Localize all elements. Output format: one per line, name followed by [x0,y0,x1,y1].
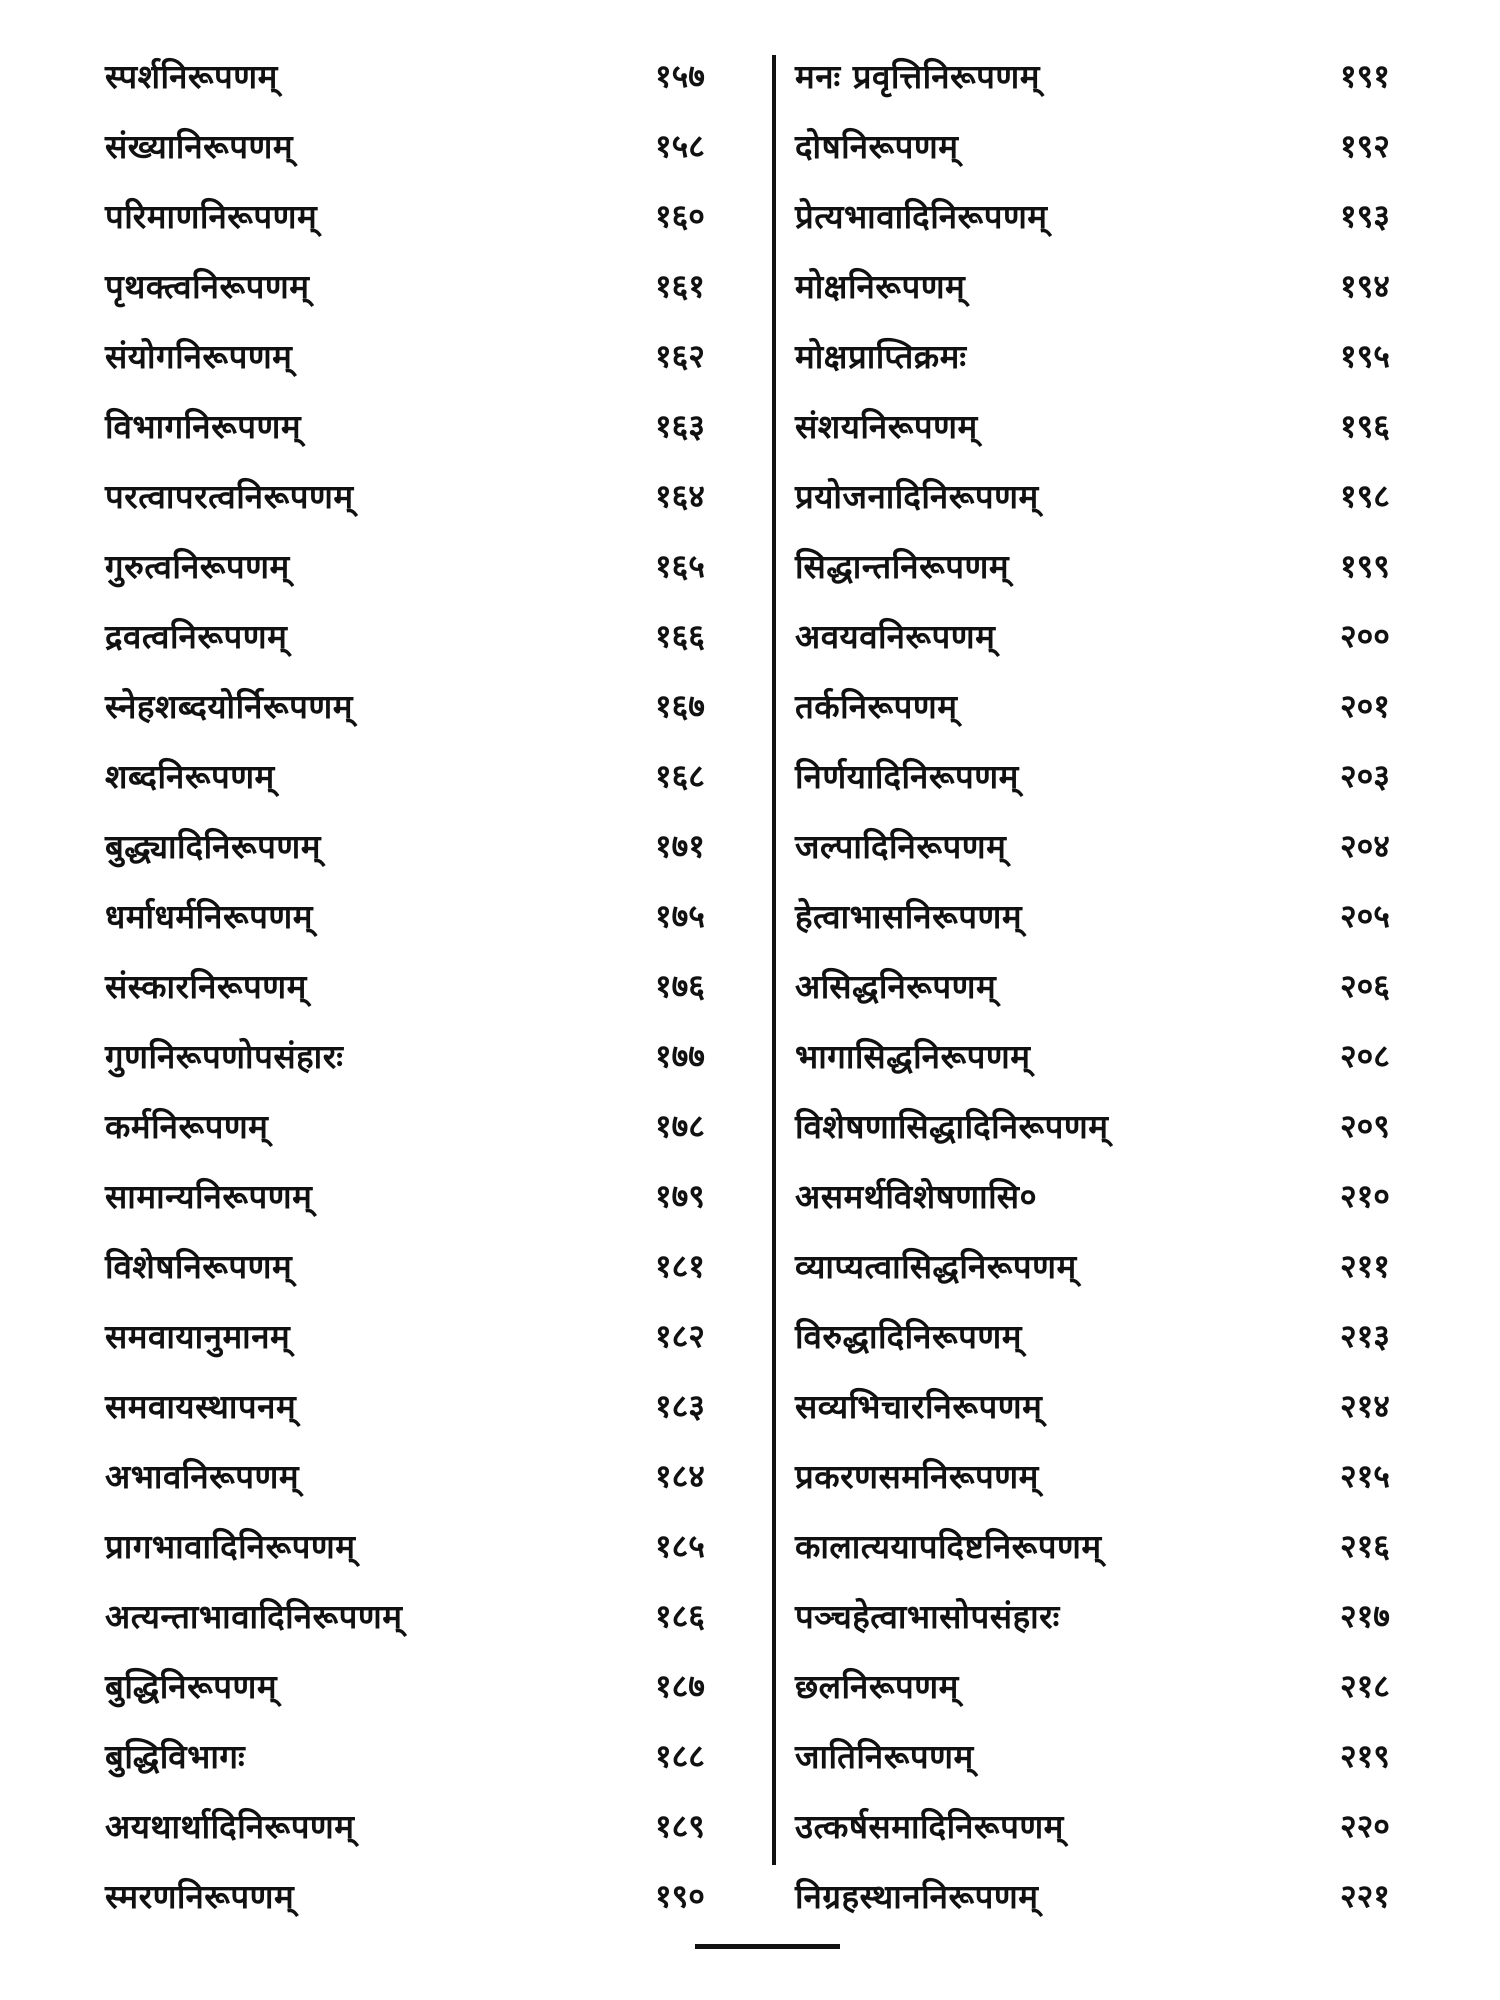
contents-entry [105,810,745,880]
entry-title: निर्णयादिनिरूपणम् [795,756,1019,796]
entry-title: उत्कर्षसमादिनिरूपणम् [795,1806,1064,1846]
contents-entry [105,460,745,530]
entry-title: स्मरणनिरूपणम् [105,1876,295,1916]
contents-entry [795,810,1435,880]
entry-title: धर्माधर्मनिरूपणम् [105,896,313,936]
contents-entry [105,1090,745,1160]
entry-page-number: २२० [1340,1806,1390,1845]
contents-entry [795,1370,1435,1440]
contents-entry [795,110,1435,180]
entry-page-number: १७७ [655,1036,705,1075]
entry-page-number: १८५ [655,1526,705,1565]
contents-entry [105,880,745,950]
entry-page-number: १८१ [655,1246,705,1285]
entry-page-number: १९६ [1340,406,1390,445]
contents-entry [795,1720,1435,1790]
entry-title: जल्पादिनिरूपणम् [795,826,1007,866]
contents-entry [105,740,745,810]
entry-page-number: १८९ [655,1806,705,1845]
entry-title: कर्मनिरूपणम् [105,1106,269,1146]
entry-page-number: १८४ [655,1456,705,1495]
contents-entry [795,1020,1435,1090]
entry-title: अवयवनिरूपणम् [795,616,996,656]
contents-entry [105,1230,745,1300]
entry-title: द्रवत्वनिरूपणम् [105,616,288,656]
contents-entry [105,670,745,740]
contents-entry [795,1650,1435,1720]
contents-entry [795,880,1435,950]
entry-page-number: २०४ [1340,826,1390,865]
entry-title: प्रेत्यभावादिनिरूपणम् [795,196,1048,236]
entry-title: व्याप्यत्वासिद्धनिरूपणम् [795,1246,1077,1286]
contents-entry [795,600,1435,670]
contents-left-column [105,40,745,1930]
contents-entry [795,740,1435,810]
contents-entry [795,670,1435,740]
entry-page-number: १६७ [655,686,705,725]
entry-page-number: १७५ [655,896,705,935]
entry-page-number: १९९ [1340,546,1390,585]
entry-page-number: १६१ [655,266,705,305]
entry-page-number: २०३ [1340,756,1390,795]
contents-entry [795,1510,1435,1580]
contents-entry [105,110,745,180]
entry-page-number: २१४ [1340,1386,1390,1425]
entry-title: निग्रहस्थाननिरूपणम् [795,1876,1039,1916]
entry-title: अयथार्थादिनिरूपणम् [105,1806,355,1846]
contents-entry [795,390,1435,460]
entry-page-number: १९४ [1340,266,1390,305]
entry-title: सव्यभिचारनिरूपणम् [795,1386,1043,1426]
entry-title: संख्यानिरूपणम् [105,126,294,166]
entry-title: शब्दनिरूपणम् [105,756,275,796]
entry-title: समवायस्थापनम् [105,1386,297,1426]
entry-title: मनः प्रवृत्तिनिरूपणम् [795,56,1041,96]
entry-page-number: १६२ [655,336,705,375]
entry-title: परत्वापरत्वनिरूपणम् [105,476,354,516]
entry-title: विशेषनिरूपणम् [105,1246,293,1286]
contents-entry [795,1580,1435,1650]
contents-entry [105,390,745,460]
entry-title: बुद्धिनिरूपणम् [105,1666,278,1706]
entry-title: विशेषणासिद्धादिनिरूपणम् [795,1106,1109,1146]
contents-entry [105,600,745,670]
entry-title: बुद्धिविभागः [105,1736,246,1776]
entry-page-number: १९१ [1340,56,1390,95]
entry-title: प्रकरणसमनिरूपणम् [795,1456,1039,1496]
contents-entry [105,1790,745,1860]
entry-page-number: २१३ [1340,1316,1390,1355]
entry-page-number: १८२ [655,1316,705,1355]
entry-page-number: १९२ [1340,126,1390,165]
entry-title: अत्यन्ताभावादिनिरूपणम् [105,1596,403,1636]
entry-page-number: २०८ [1340,1036,1390,1075]
entry-page-number: २०९ [1340,1106,1390,1145]
entry-title: अभावनिरूपणम् [105,1456,300,1496]
entry-page-number: २०६ [1340,966,1390,1005]
entry-page-number: २१६ [1340,1526,1390,1565]
entry-page-number: २१५ [1340,1456,1390,1495]
entry-title: सिद्धान्तनिरूपणम् [795,546,1010,586]
entry-page-number: १८६ [655,1596,705,1635]
contents-entry [105,1300,745,1370]
entry-page-number: २१० [1340,1176,1390,1215]
contents-entry [795,1230,1435,1300]
entry-page-number: १७८ [655,1106,705,1145]
entry-title: पृथक्त्वनिरूपणम् [105,266,310,306]
entry-title: कालात्ययापदिष्टनिरूपणम् [795,1526,1102,1566]
entry-title: तर्कनिरूपणम् [795,686,958,726]
contents-entry [105,1650,745,1720]
contents-entry [795,1160,1435,1230]
entry-title: स्पर्शनिरूपणम् [105,56,278,96]
entry-page-number: २१९ [1340,1736,1390,1775]
entry-page-number: १५७ [655,56,705,95]
column-divider [772,55,776,1865]
contents-entry [795,950,1435,1020]
entry-title: भागासिद्धनिरूपणम् [795,1036,1031,1076]
entry-title: पञ्चहेत्वाभासोपसंहारः [795,1596,1060,1636]
end-rule [695,1944,840,1949]
entry-page-number: १७६ [655,966,705,1005]
entry-title: विरुद्धादिनिरूपणम् [795,1316,1022,1356]
contents-entry [795,460,1435,530]
contents-entry [105,250,745,320]
contents-entry [105,1020,745,1090]
entry-title: हेत्वाभासनिरूपणम् [795,896,1023,936]
contents-entry [795,180,1435,250]
entry-page-number: २०१ [1340,686,1390,725]
entry-page-number: १८३ [655,1386,705,1425]
entry-title: गुरुत्वनिरूपणम् [105,546,290,586]
entry-title: असमर्थविशेषणासि० [795,1176,1038,1216]
entry-page-number: २१८ [1340,1666,1390,1705]
entry-page-number: १८८ [655,1736,705,1775]
entry-title: जातिनिरूपणम् [795,1736,974,1776]
entry-page-number: १९० [655,1876,705,1915]
entry-page-number: १९३ [1340,196,1390,235]
entry-page-number: १६६ [655,616,705,655]
contents-entry [795,1440,1435,1510]
entry-title: बुद्ध्यादिनिरूपणम् [105,826,321,866]
contents-entry [795,40,1435,110]
contents-entry [105,950,745,1020]
entry-page-number: २२१ [1340,1876,1390,1915]
entry-title: संशयनिरूपणम् [795,406,978,446]
entry-title: मोक्षप्राप्तिक्रमः [795,336,967,376]
contents-entry [795,1090,1435,1160]
entry-page-number: १८७ [655,1666,705,1705]
entry-title: मोक्षनिरूपणम् [795,266,966,306]
contents-entry [105,1160,745,1230]
entry-title: सामान्यनिरूपणम् [105,1176,313,1216]
entry-title: दोषनिरूपणम् [795,126,959,166]
entry-title: संयोगनिरूपणम् [105,336,293,376]
contents-entry [105,530,745,600]
entry-title: विभागनिरूपणम् [105,406,302,446]
entry-page-number: १६३ [655,406,705,445]
contents-entry [105,1440,745,1510]
contents-entry [105,1510,745,1580]
entry-page-number: १९५ [1340,336,1390,375]
contents-entry [105,1580,745,1650]
entry-page-number: १६५ [655,546,705,585]
entry-page-number: १७१ [655,826,705,865]
contents-entry [795,1790,1435,1860]
entry-page-number: २०५ [1340,896,1390,935]
entry-page-number: १६८ [655,756,705,795]
entry-title: छलनिरूपणम् [795,1666,959,1706]
contents-entry [795,320,1435,390]
contents-entry [105,40,745,110]
contents-entry [105,1860,745,1930]
contents-entry [795,1860,1435,1930]
contents-entry [105,320,745,390]
contents-right-column [795,40,1435,1930]
entry-title: प्रागभावादिनिरूपणम् [105,1526,356,1566]
entry-title: परिमाणनिरूपणम् [105,196,318,236]
entry-title: प्रयोजनादिनिरूपणम् [795,476,1039,516]
entry-title: असिद्धनिरूपणम् [795,966,997,1006]
contents-entry [795,530,1435,600]
contents-entry [795,1300,1435,1370]
entry-page-number: १९८ [1340,476,1390,515]
entry-page-number: २११ [1340,1246,1390,1285]
entry-title: गुणनिरूपणोपसंहारः [105,1036,344,1076]
entry-page-number: २०० [1340,616,1390,655]
entry-page-number: २१७ [1340,1596,1390,1635]
entry-title: स्नेहशब्दयोर्निरूपणम् [105,686,353,726]
contents-entry [795,250,1435,320]
entry-title: समवायानुमानम् [105,1316,291,1356]
entry-title: संस्कारनिरूपणम् [105,966,307,1006]
contents-entry [105,1370,745,1440]
entry-page-number: १५८ [655,126,705,165]
entry-page-number: १७९ [655,1176,705,1215]
entry-page-number: १६० [655,196,705,235]
contents-entry [105,1720,745,1790]
contents-entry [105,180,745,250]
entry-page-number: १६४ [655,476,705,515]
